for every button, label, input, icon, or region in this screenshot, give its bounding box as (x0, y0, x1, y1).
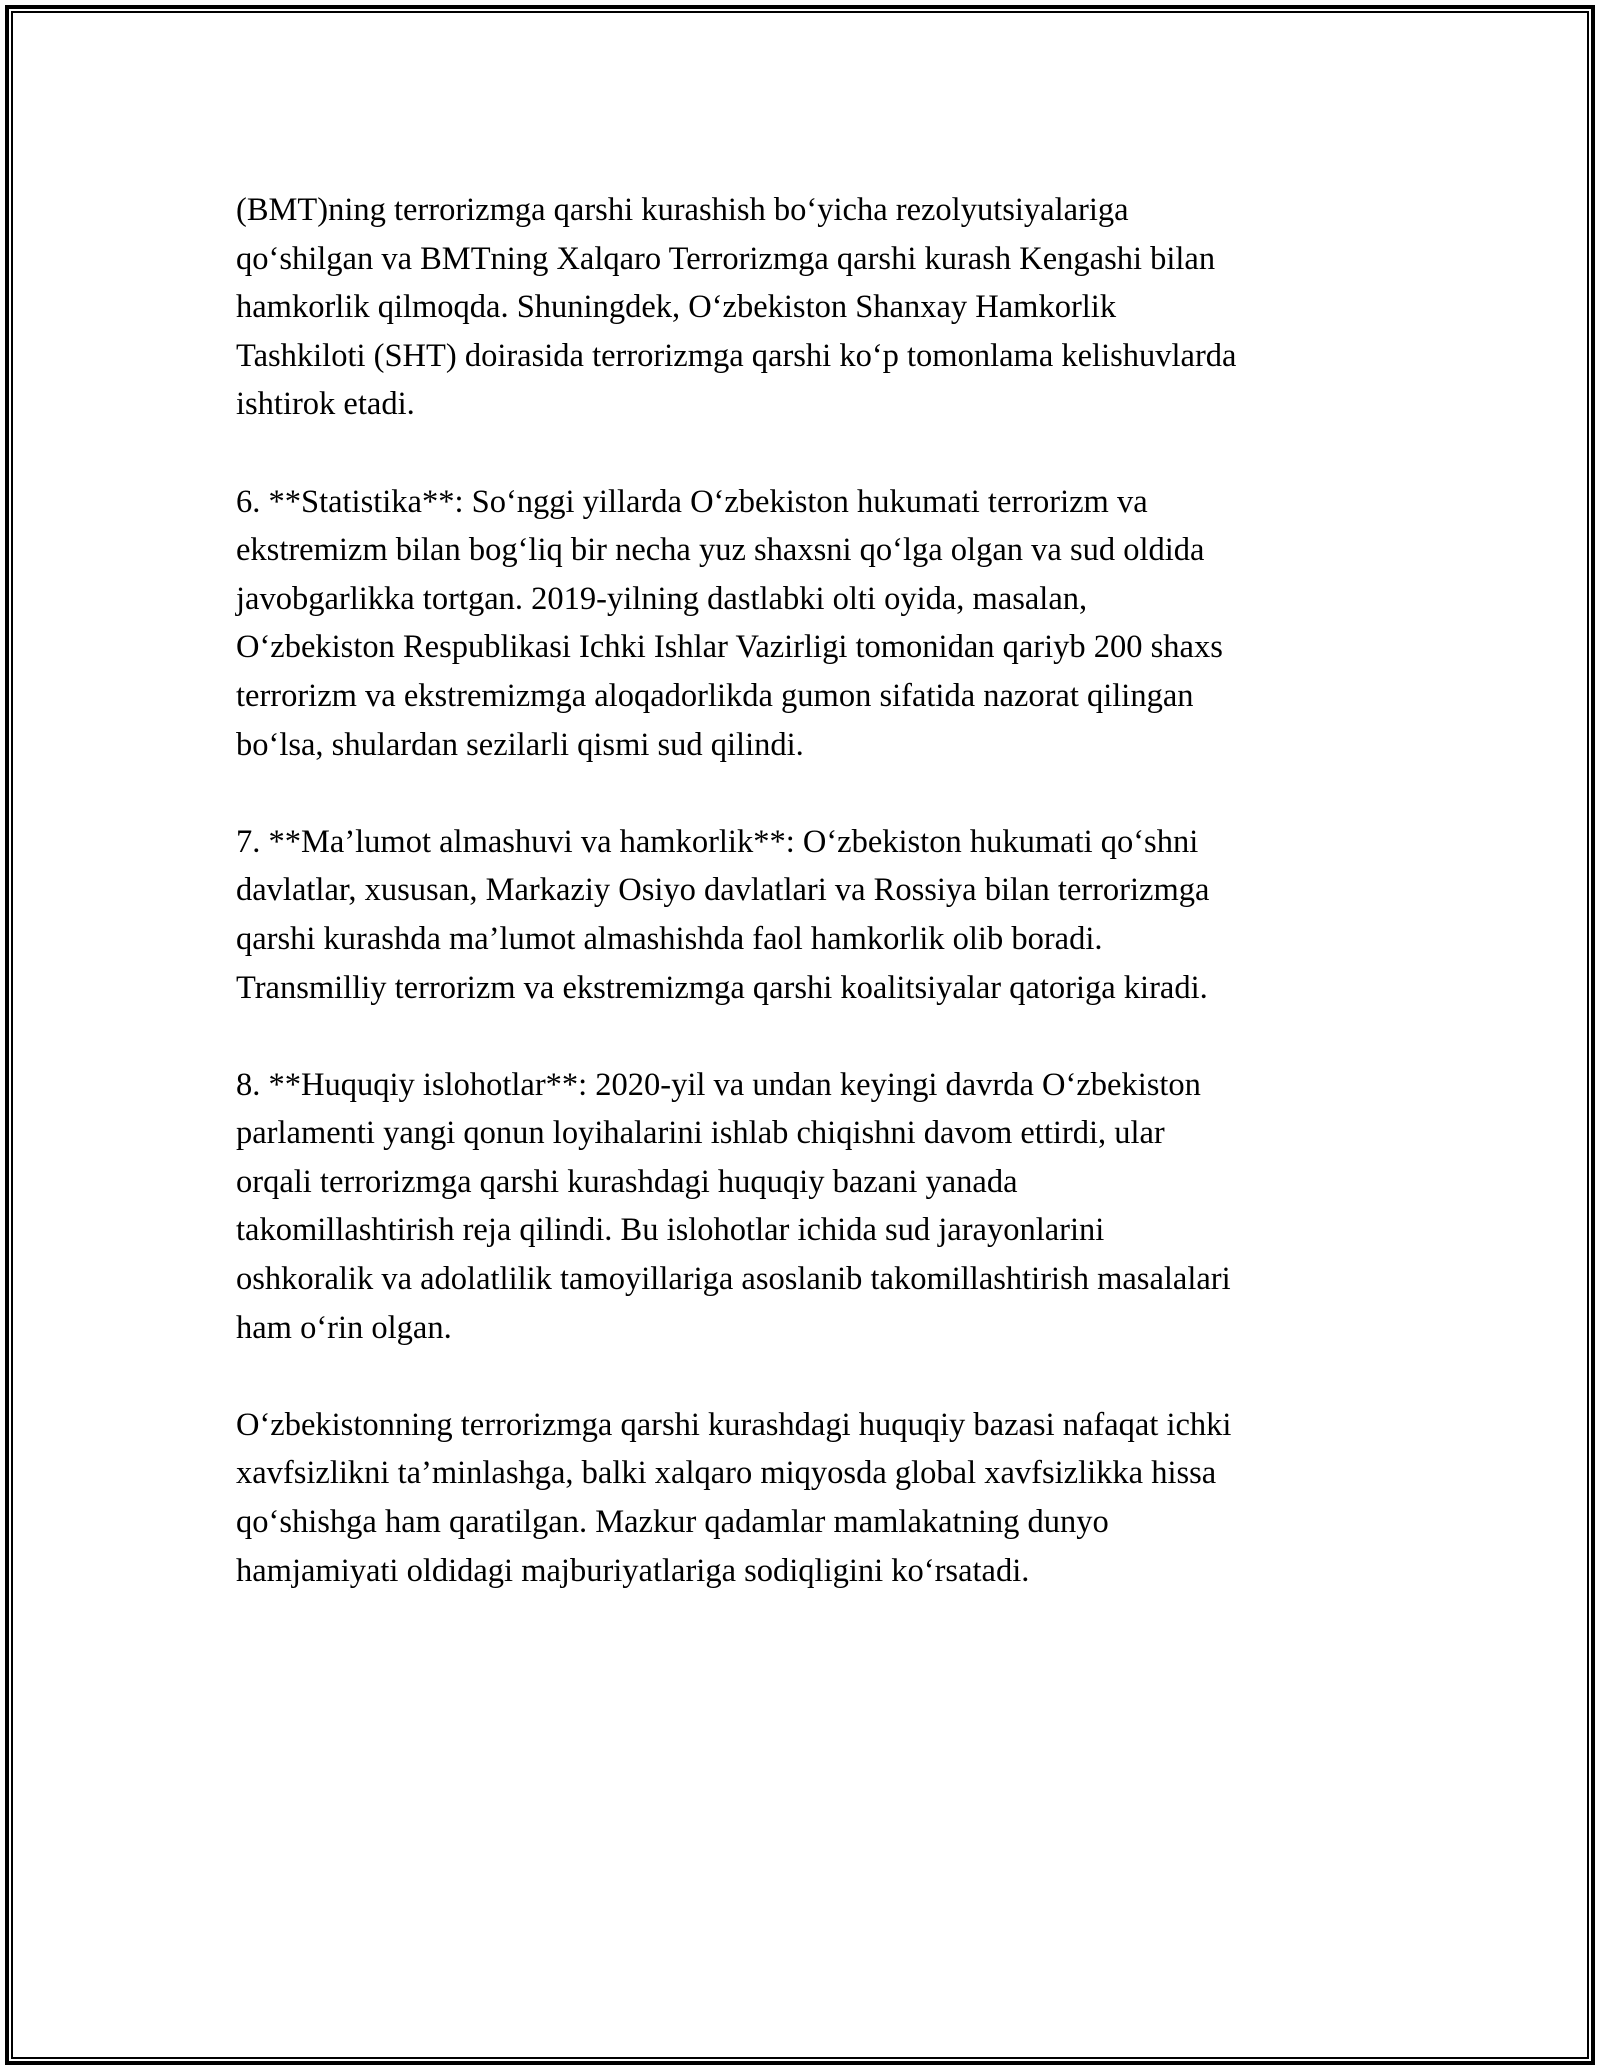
text-line: davlatlar, xususan, Markaziy Osiyo davlatlari va Rossiya bilan terrorizmga (236, 872, 1210, 909)
text-line: hamkorlik qilmoqda. Shuningdek, O‘zbekiston Shanxay Hamkorlik (236, 289, 1117, 326)
text-line: O‘zbekistonning terrorizmga qarshi kurashdagi huquqiy bazasi nafaqat ichki (236, 1406, 1232, 1443)
text-line: takomillashtirish reja qilindi. Bu islohotlar ichida sud jarayonlarini (236, 1212, 1105, 1249)
text-line: hamjamiyati oldidagi majburiyatlariga sodiqligini ko‘rsatadi. (236, 1552, 1030, 1589)
document-body (236, 186, 1376, 1644)
text-line: ishtirok etadi. (236, 386, 415, 423)
text-line: Tashkiloti (SHT) doirasida terrorizmga qarshi ko‘p tomonlama kelishuvlarda (236, 337, 1237, 374)
text-line: qo‘shishga ham qaratilgan. Mazkur qadamlar mamlakatning dunyo (236, 1504, 1109, 1541)
paragraph-legal-reforms (236, 1061, 1376, 1353)
text-line: qarshi kurashda ma’lumot almashishda faol hamkorlik olib boradi. (236, 920, 1103, 957)
text-line: ham o‘rin olgan. (236, 1309, 452, 1346)
text-line: oshkoralik va adolatlilik tamoyillariga asoslanib takomillashtirish masalalari (236, 1261, 1231, 1298)
text-line: bo‘lsa, shulardan sezilarli qismi sud qilindi. (236, 726, 804, 763)
text-line: orqali terrorizmga qarshi kurashdagi huquqiy bazani yanada (236, 1163, 1018, 1200)
text-line: terrorizm va ekstremizmga aloqadorlikda gumon sifatida nazorat qilingan (236, 677, 1194, 714)
text-line: xavfsizlikni ta’minlashga, balki xalqaro miqyosda global xavfsizlikka hissa (236, 1455, 1217, 1492)
text-line: O‘zbekiston Respublikasi Ichki Ishlar Vazirligi tomonidan qariyb 200 shaxs (236, 629, 1223, 666)
paragraph-conclusion (236, 1401, 1376, 1595)
text-line: parlamenti yangi qonun loyihalarini ishlab chiqishni davom ettirdi, ular (236, 1115, 1165, 1152)
text-line: 8. **Huquqiy islohotlar**: 2020-yil va undan keyingi davrda O‘zbekiston (236, 1066, 1201, 1103)
text-line: qo‘shilgan va BMTning Xalqaro Terrorizmga qarshi kurash Kengashi bilan (236, 240, 1216, 277)
text-line: Transmilliy terrorizm va ekstremizmga qarshi koalitsiyalar qatoriga kiradi. (236, 969, 1208, 1006)
paragraph-un-cooperation (236, 186, 1376, 429)
text-line: 6. **Statistika**: So‘nggi yillarda O‘zbekiston hukumati terrorizm va (236, 483, 1148, 520)
paragraph-statistics (236, 478, 1376, 770)
text-line: javobgarlikka tortgan. 2019-yilning dastlabki olti oyida, masalan, (236, 580, 1088, 617)
paragraph-information-exchange (236, 818, 1376, 1012)
text-line: 7. **Ma’lumot almashuvi va hamkorlik**: O‘zbekiston hukumati qo‘shni (236, 823, 1199, 860)
text-line: ekstremizm bilan bog‘liq bir necha yuz shaxsni qo‘lga olgan va sud oldida (236, 532, 1205, 569)
text-line: (BMT)ning terrorizmga qarshi kurashish bo‘yicha rezolyutsiyalariga (236, 192, 1129, 228)
